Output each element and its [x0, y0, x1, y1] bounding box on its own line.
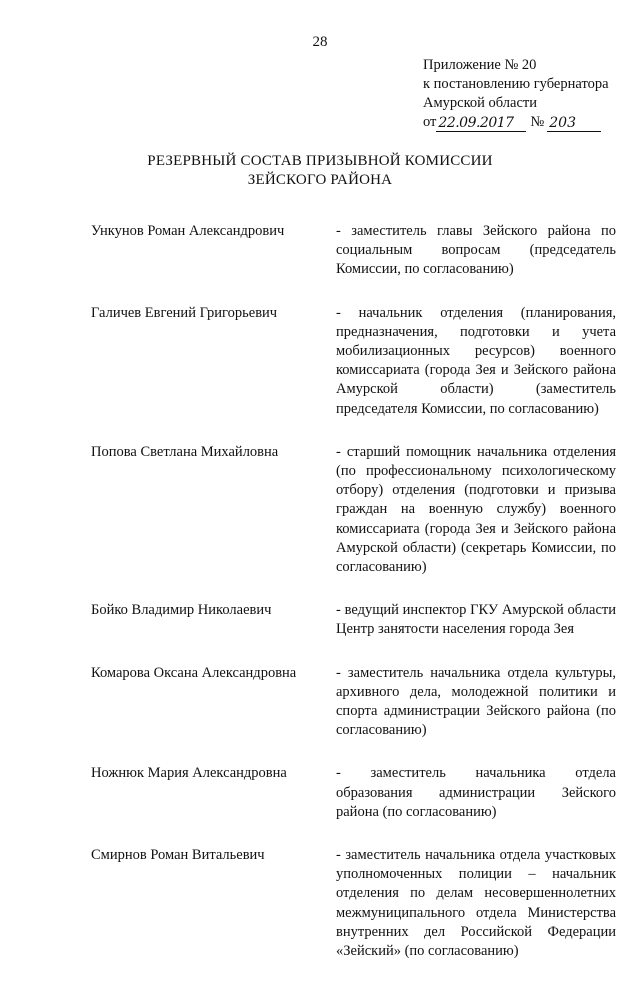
number-sign: № [530, 114, 545, 130]
member-name: Смирнов Роман Витальевич [91, 847, 265, 864]
member-row [91, 304, 616, 419]
appendix-decree: к постановлению губернатора [423, 76, 609, 92]
member-row [91, 846, 616, 961]
member-role: - заместитель начальника отдела образования администрации Зейского района (по согласованию) [336, 765, 616, 820]
title-line-2: ЗЕЙСКОГО РАЙОНА [247, 172, 393, 188]
member-name: Ножнюк Мария Александровна [91, 765, 287, 782]
member-row [91, 764, 616, 822]
date-prefix: от [423, 114, 437, 130]
member-name: Комарова Оксана Александровна [91, 664, 297, 681]
appendix-date-line [423, 113, 633, 132]
member-row [91, 664, 616, 741]
handwritten-number: 203 [547, 115, 601, 132]
member-name: Попова Светлана Михайловна [91, 443, 279, 460]
member-name: Ункунов Роман Александрович [91, 223, 285, 239]
handwritten-date: 22.09.2017 [436, 115, 526, 132]
appendix-region: Амурской области [423, 95, 537, 111]
member-role: - заместитель начальника отдела культуры, архивного дела, молодежной политики и спорта администрации Зейского района (по согласованию) [336, 664, 616, 739]
member-row [91, 601, 616, 639]
member-role: - старший помощник начальника отделения (по профессиональному психологическому отбору) отделения (подготовки и призыва граждан на военную службу) военного комиссариата (города Зея и Зейского района Амурской области) (секретарь Комиссии, по согласованию) [336, 443, 616, 576]
member-role: - заместитель начальника отдела участковых уполномоченных полиции – начальник отделения по делам несовершеннолетних межмуниципального отдела Министерства внутренних дел Российской Федерации «Зейский» (по согласованию) [336, 847, 616, 960]
appendix-header [423, 56, 633, 132]
member-role: - ведущий инспектор ГКУ Амурской области Центр занятости населения города Зея [336, 602, 616, 638]
appendix-number: Приложение № 20 [423, 57, 537, 73]
title-line-1: РЕЗЕРВНЫЙ СОСТАВ ПРИЗЫВНОЙ КОМИССИИ [147, 153, 493, 169]
document-title [0, 152, 640, 190]
member-name: Бойко Владимир Николаевич [91, 602, 272, 619]
page-number: 28 [312, 34, 328, 50]
member-role: - заместитель главы Зейского района по социальным вопросам (председатель Комиссии, по согласованию) [336, 223, 616, 278]
members-list [91, 222, 616, 985]
member-row [91, 443, 616, 577]
member-name: Галичев Евгений Григорьевич [91, 304, 278, 321]
member-row [91, 222, 616, 280]
member-role: - начальник отделения (планирования, предназначения, подготовки и учета мобилизационных ресурсов) военного комиссариата (города Зея и Зейского района Амурской области) (заместитель председателя Комиссии, по согласованию) [336, 304, 616, 417]
